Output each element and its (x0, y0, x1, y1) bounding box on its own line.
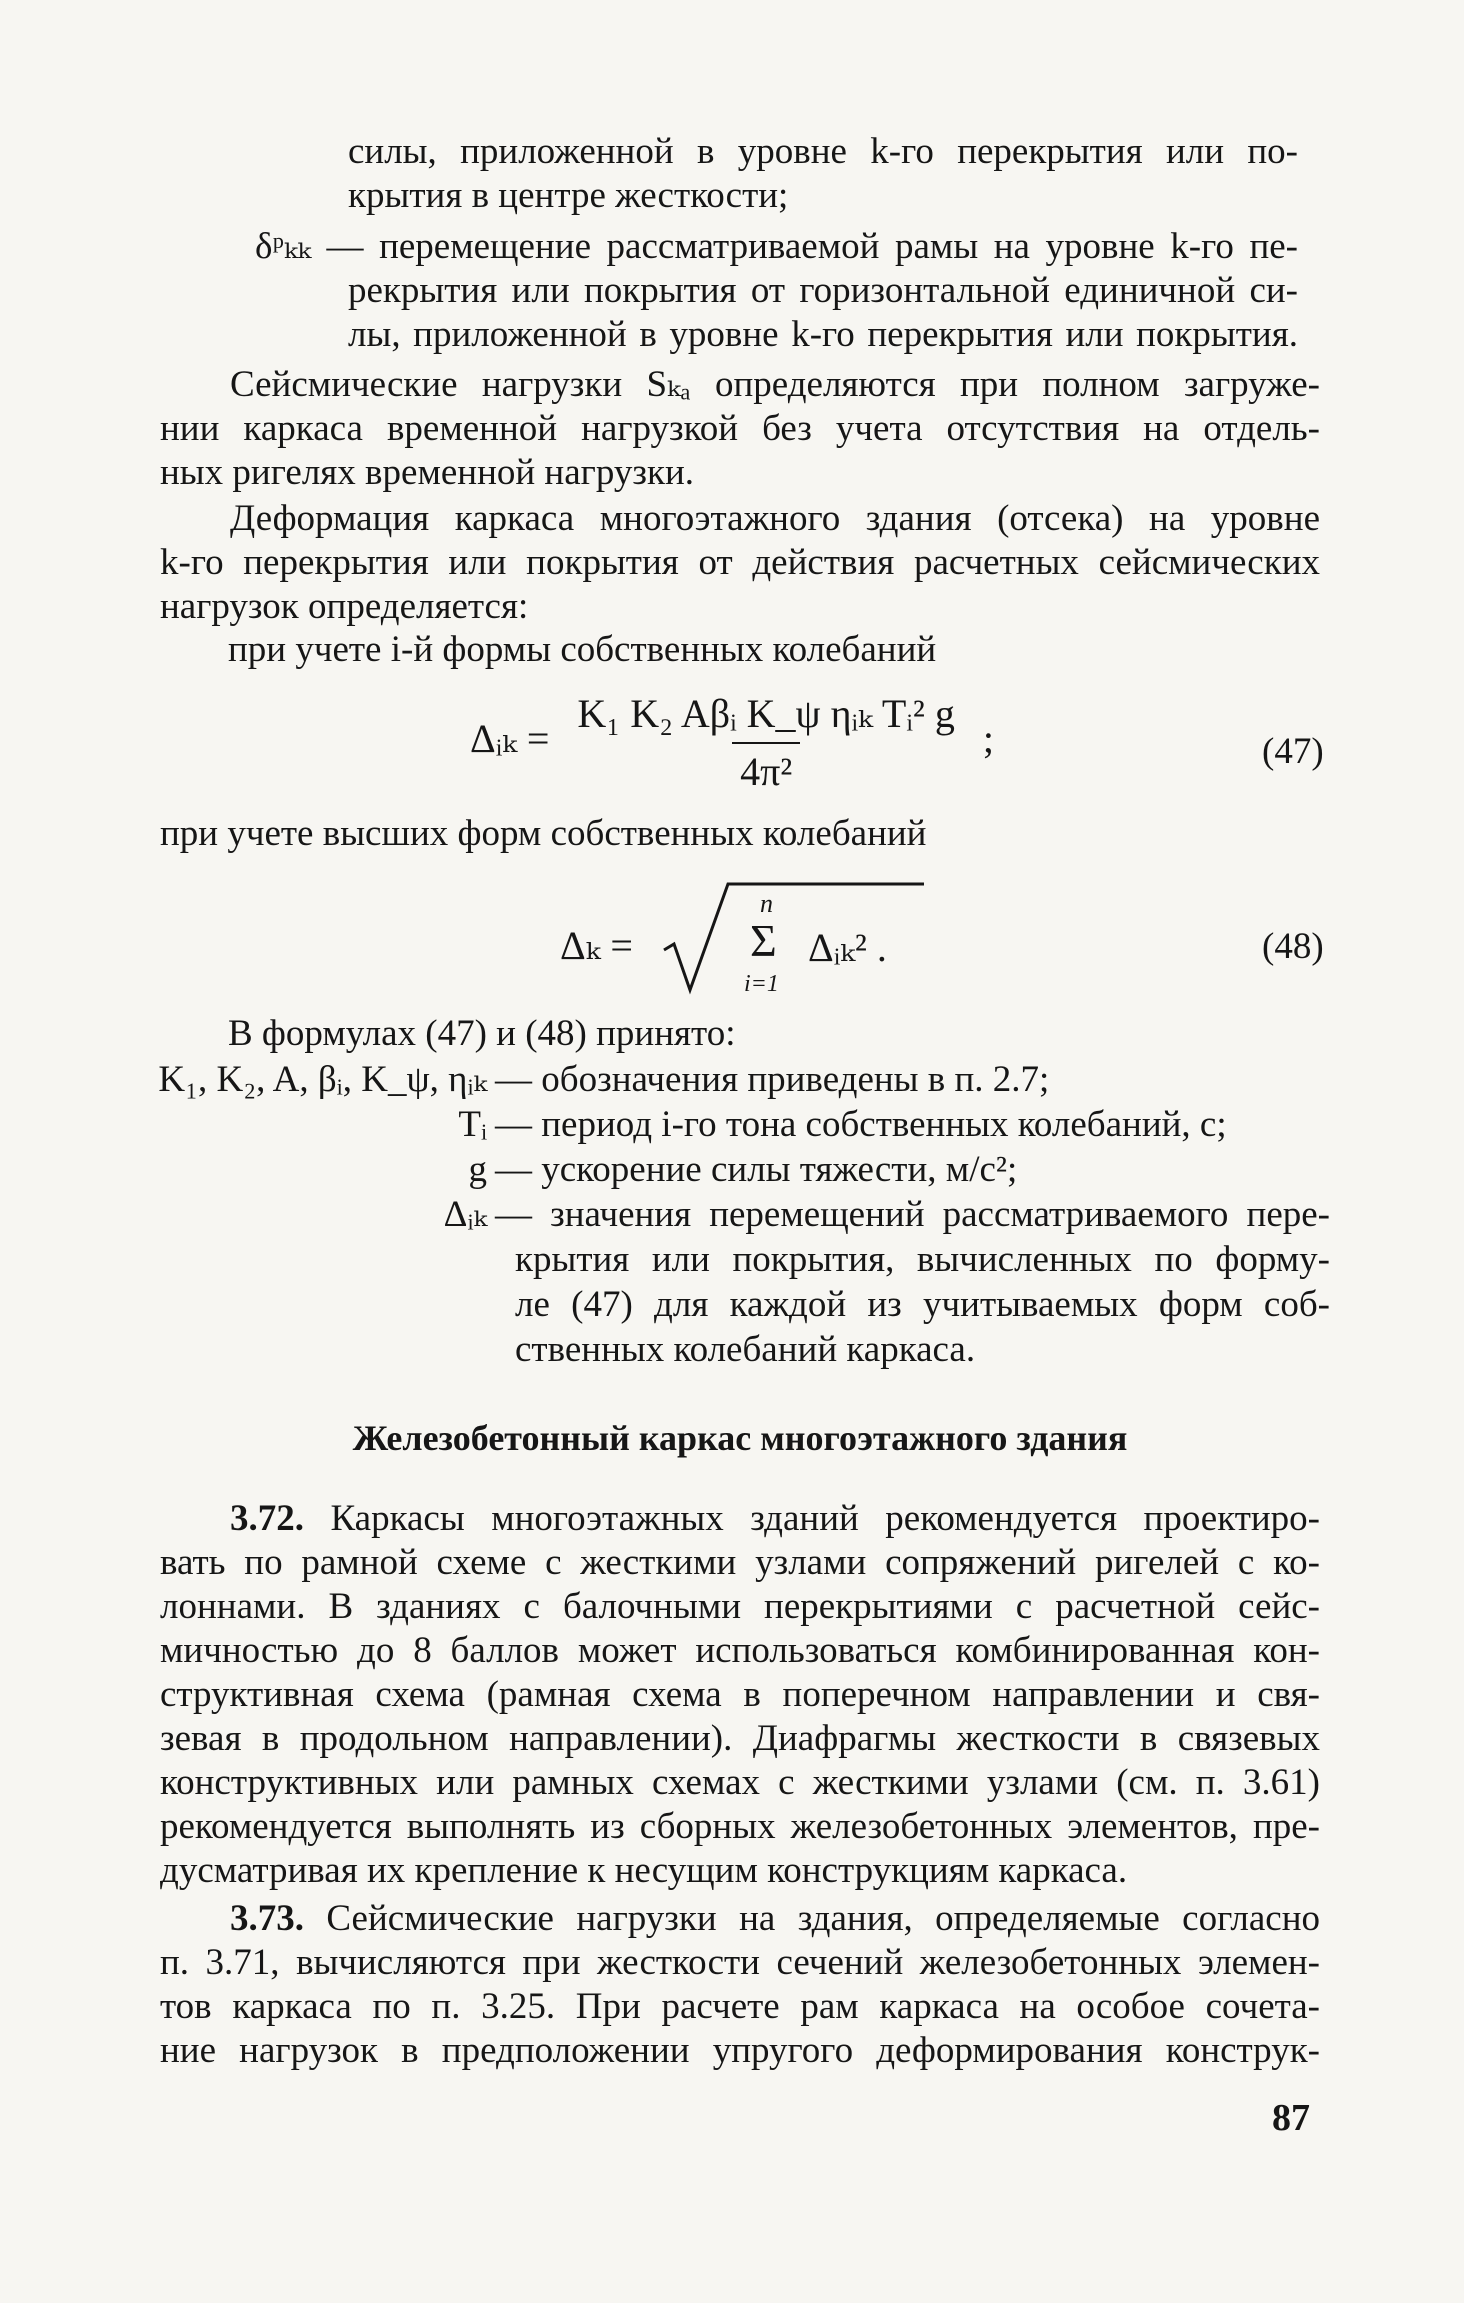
text-span: Каркасы многоэтажных зданий рекомендуется проектиро- (330, 1498, 1320, 1539)
text-line: ных ригелях временной нагрузки. (160, 452, 694, 493)
paragraph-accepted (228, 1012, 1228, 1056)
text-line: В формулах (47) и (48) принято: (228, 1013, 736, 1054)
sum-upper-limit: n (760, 889, 773, 918)
text-line: — значения перемещений рассматриваемого пере- (495, 1194, 1330, 1235)
text-line: δᵖₖₖ — перемещение рассматриваемой рамы на уровне k-го пе- (255, 226, 1298, 267)
definition-text: — обозначения приведены в п. 2.7; (495, 1059, 1050, 1100)
text-line (160, 1897, 1320, 1941)
equation-number-47: (47) (1262, 731, 1324, 772)
paragraph-number: 3.73. (230, 1898, 304, 1939)
definition-symbol: K₁, K₂, A, βᵢ, K_ψ, ηᵢₖ (158, 1059, 487, 1100)
text-line: вать по рамной схеме с жесткими узлами сопряжений ригелей с ко- (160, 1542, 1320, 1583)
text-line: зевая в продольном направлении). Диафрагмы жесткости в связевых (160, 1718, 1320, 1759)
paragraph-higher-modes (160, 812, 1160, 856)
text-line: Сейсмические нагрузки Sₖₐ определяются при полном загруже- (230, 364, 1320, 405)
definitions-list (147, 1057, 1330, 1372)
text-line (160, 1497, 1320, 1541)
sum-symbol: Σ (750, 915, 777, 966)
definition-text: — период i-го тона собственных колебаний, с; (495, 1104, 1227, 1145)
text-line: ле (47) для каждой из учитываемых форм соб- (515, 1284, 1330, 1325)
equation-number-48: (48) (1262, 926, 1324, 967)
paragraph-seismic-loads (160, 363, 1320, 495)
continued-paragraph (348, 130, 1298, 218)
formula-end: ; (982, 716, 995, 762)
text-line: мичностью до 8 баллов может использоваться комбинированная кон- (160, 1630, 1320, 1671)
fraction-numerator: K₁ K₂ Aβᵢ K_ψ ηᵢₖ Tᵢ² g (577, 691, 955, 736)
text-line: конструктивных или рамных схемах с жесткими узлами (см. п. 3.61) (160, 1762, 1320, 1803)
formula-48 (560, 880, 920, 1010)
text-line: нагрузок определяется: (160, 586, 529, 627)
definition-text: — ускорение силы тяжести, м/с²; (495, 1149, 1018, 1190)
text-line: структивная схема (рамная схема в поперечном направлении и свя- (160, 1674, 1320, 1715)
definition-row (147, 1192, 1330, 1372)
paragraph-3-72 (160, 1497, 1320, 1893)
text-line: лы, приложенной в уровне k-го перекрытия или покрытия. (348, 314, 1298, 355)
formula-lhs: Δₖ = (560, 923, 633, 968)
formula-fraction (569, 690, 962, 796)
page-number: 87 (1272, 2097, 1310, 2139)
definition-row (147, 1147, 1330, 1192)
sum-lower-limit: i=1 (744, 971, 779, 997)
formula-lhs: Δᵢₖ = (470, 716, 550, 762)
formula-47 (470, 690, 994, 796)
sum-term: Δᵢₖ² . (808, 925, 887, 970)
text-line: крытия в центре жесткости; (348, 175, 789, 216)
text-line: ственных колебаний каркаса. (515, 1329, 976, 1370)
paragraph-3-73 (160, 1897, 1320, 2073)
definition-symbol: Δᵢₖ (443, 1194, 487, 1235)
section-heading: Железобетонный каркас многоэтажного здания (352, 1418, 1128, 1458)
square-root-icon (662, 880, 927, 996)
definition-symbol: g (468, 1149, 487, 1190)
paragraph-deformation (160, 497, 1320, 629)
text-line: ние нагрузок в предположении упругого деформирования конструк- (160, 2030, 1320, 2071)
text-line: лоннами. В зданиях с балочными перекрытиями с расчетной сейс- (160, 1586, 1320, 1627)
text-line: рекомендуется выполнять из сборных железобетонных элементов, пре- (160, 1806, 1320, 1847)
text-span: Сейсмические нагрузки на здания, определяемые согласно (326, 1898, 1320, 1939)
definition-symbol: Tᵢ (458, 1104, 487, 1145)
definition-row (147, 1102, 1330, 1147)
text-line: при учете i-й формы собственных колебаний (228, 629, 937, 670)
text-line: при учете высших форм собственных колебаний (160, 813, 927, 854)
text-line: рекрытия или покрытия от горизонтальной единичной си- (348, 270, 1298, 311)
definition-row (147, 1057, 1330, 1102)
text-line: силы, приложенной в уровне k-го перекрытия или по- (348, 131, 1298, 172)
paragraph-number: 3.72. (230, 1498, 304, 1539)
text-line: п. 3.71, вычисляются при жесткости сечений железобетонных элемен- (160, 1942, 1320, 1983)
text-line: дусматривая их крепление к несущим конструкциям каркаса. (160, 1850, 1128, 1891)
text-line: нии каркаса временной нагрузкой без учета отсутствия на отдель- (160, 408, 1320, 449)
paragraph-first-mode (228, 628, 1228, 672)
fraction-denominator: 4π² (732, 742, 800, 796)
text-line: Деформация каркаса многоэтажного здания (отсека) на уровне (230, 498, 1320, 539)
definition-text (495, 1192, 1330, 1372)
text-line: k-го перекрытия или покрытия от действия расчетных сейсмических (160, 542, 1320, 583)
definition-paragraph (255, 225, 1298, 357)
text-line: тов каркаса по п. 3.25. При расчете рам каркаса на особое сочета- (160, 1986, 1320, 2027)
text-line: крытия или покрытия, вычисленных по форму- (515, 1239, 1330, 1280)
